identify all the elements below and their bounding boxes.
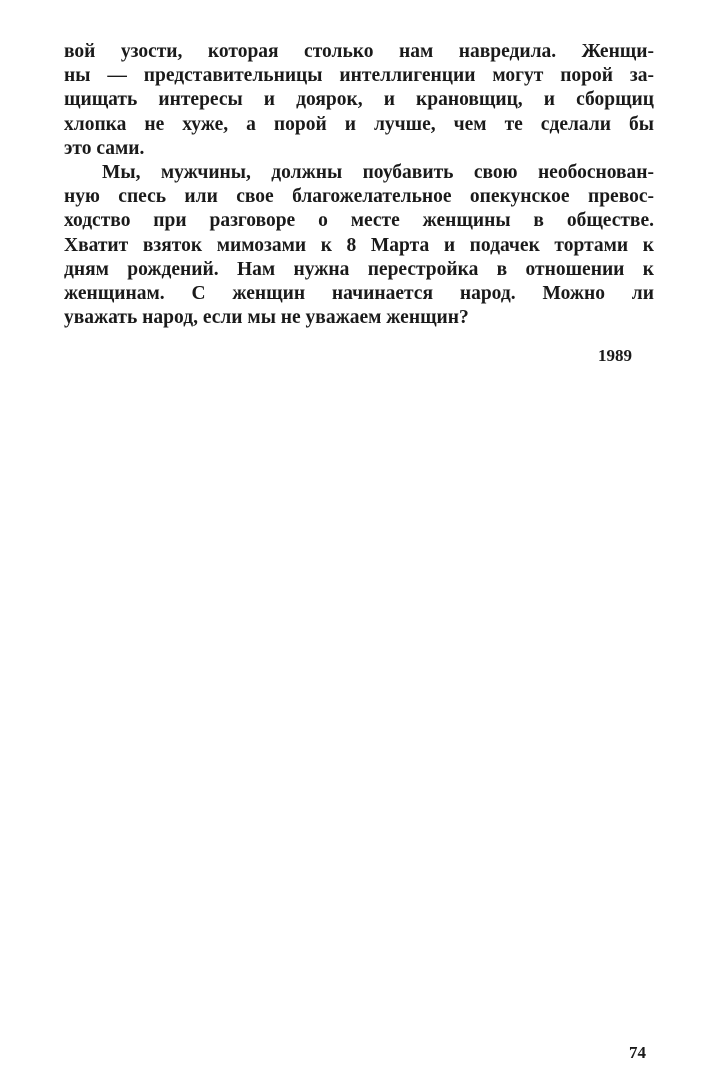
paragraph-1 [64,40,654,161]
text-line: Хватит взяток мимозами к 8 Марта и подачек тортами к [64,234,654,256]
text-line: это сами. [64,137,145,159]
text-line: женщинам. С женщин начинается народ. Можно ли [64,283,654,305]
date-year: 1989 [598,346,632,365]
text-line: ную спесь или свое благожелательное опекунское превос- [64,186,654,208]
text-line: ходство при разговоре о месте женщины в обществе. [64,210,654,232]
text-line: вой узости, которая столько нам навредила. Женщи- [64,41,654,62]
paragraph-2 [64,161,654,330]
page-number: 74 [629,1043,646,1062]
text-line: щищать интересы и доярок, и крановщиц, и сборщиц [64,89,654,111]
text-line: хлопка не хуже, а порой и лучше, чем те сделали бы [64,113,654,135]
text-line: Мы, мужчины, должны поубавить свою необоснован- [102,162,654,184]
text-line: дням рождений. Нам нужна перестройка в отношении к [64,258,654,280]
text-line: ны — представительницы интеллигенции могут порой за- [64,65,654,87]
body-text [64,40,654,330]
text-line: уважать народ, если мы не уважаем женщин? [64,307,469,329]
